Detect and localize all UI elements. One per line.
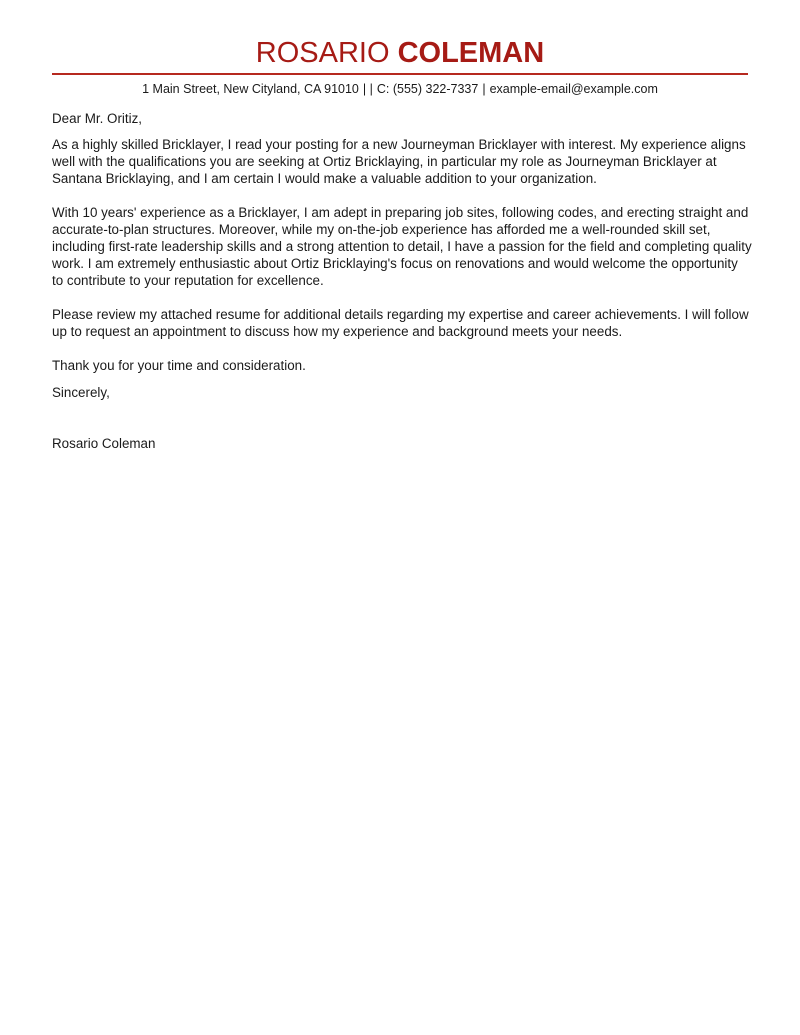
header-divider <box>52 73 748 75</box>
signature-name: Rosario Coleman <box>52 436 156 451</box>
paragraph-text: As a highly skilled Bricklayer, I read your posting for a new Journeyman Bricklayer with interest. My experience aligns well with the qualifications you are seeking at Ortiz Bricklaying, in particular my role as Journeyman Bricklayer at Santana Bricklaying, and I am certain I would make a valuable addition to your organization. <box>52 137 746 186</box>
paragraph-text: With 10 years' experience as a Bricklayer, I am adept in preparing job sites, following codes, and erecting straight and accurate-to-plan structures. Moreover, while my on-the-job experience has afforded me a well-rounded skill set, including first-rate leadership skills and a strong attention to detail, I have a passion for the field and completing quality work. I am extremely enthusiastic about Ortiz Bricklaying's focus on renovations and would welcome the opportunity to contribute to your reputation for excellence. <box>52 205 752 288</box>
paragraph-intro <box>52 136 752 187</box>
paragraph-text: Please review my attached resume for additional details regarding my expertise and career achievements. I will follow up to request an appointment to discuss how my experience and background meets your needs. <box>52 307 749 339</box>
contact-separator: | <box>482 82 486 96</box>
last-name: COLEMAN <box>397 37 545 69</box>
applicant-name <box>0 36 800 70</box>
paragraph-experience <box>52 204 752 289</box>
contact-line <box>0 81 800 97</box>
email: example-email@example.com <box>489 82 658 96</box>
paragraph-follow-up <box>52 306 752 340</box>
closing: Sincerely, <box>52 385 110 400</box>
thanks-line: Thank you for your time and consideration. <box>52 358 306 373</box>
address: 1 Main Street, New Cityland, CA 91010 <box>142 82 359 96</box>
first-name: ROSARIO <box>255 37 390 69</box>
salutation: Dear Mr. Oritiz, <box>52 111 143 126</box>
contact-separator: | | <box>362 82 373 96</box>
phone: C: (555) 322-7337 <box>376 82 479 96</box>
